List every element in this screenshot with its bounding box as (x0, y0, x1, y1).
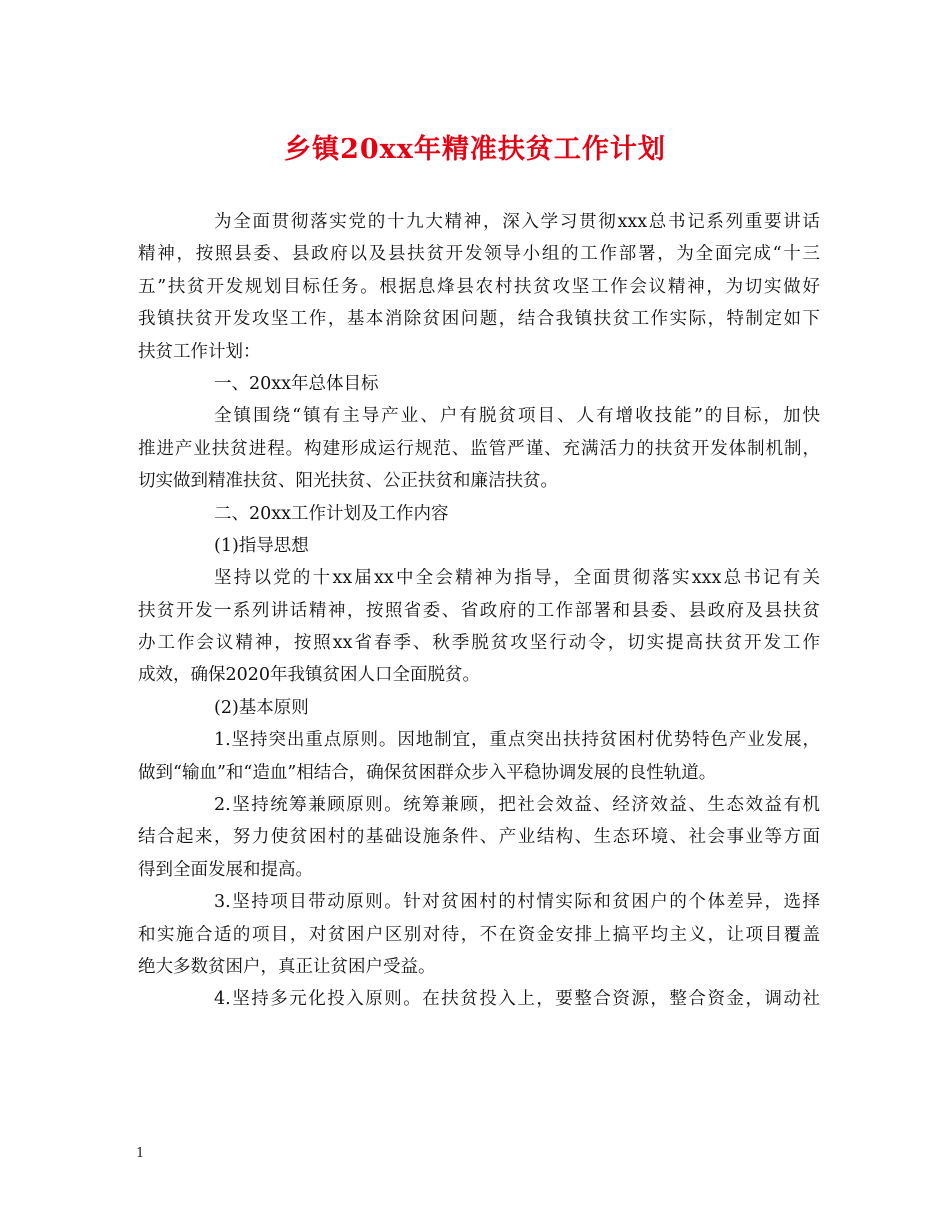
text-line: 结合起来，努力使贫困村的基础设施条件、产业结构、生态环境、社会事业等方面 (138, 827, 820, 848)
text-line: 为全面贯彻落实党的十九大精神，深入学习贯彻xxx总书记系列重要讲话 (214, 212, 820, 232)
text-line: 五”扶贫开发规划目标任务。根据息烽县农村扶贫攻坚工作会议精神，为切实做好 (138, 276, 820, 297)
text-line: 2.坚持统筹兼顾原则。统筹兼顾，把社会效益、经济效益、生态效益有机 (214, 795, 820, 816)
text-line: 做到“输血”和“造血”相结合，确保贫困群众步入平稳协调发展的良性轨道。 (138, 762, 717, 783)
text-line: 坚持以党的十xx届xx中全会精神为指导，全面贯彻落实xxx总书记有关 (214, 568, 820, 589)
text-line: 扶贫工作计划： (138, 341, 261, 362)
section-heading: 一、20xx年总体目标 (214, 373, 379, 394)
document-body (138, 206, 820, 1016)
text-line: 得到全面发展和提高。 (138, 859, 313, 880)
text-line: 成效，确保2020年我镇贫困人口全面脱贫。 (138, 665, 481, 686)
document-title: 乡镇20xx年精准扶贫工作计划 (284, 134, 666, 165)
text-line: 推进产业扶贫进程。构建形成运行规范、监管严谨、充满活力的扶贫开发体制机制， (138, 438, 820, 459)
text-line: 扶贫开发一系列讲话精神，按照省委、省政府的工作部署和县委、县政府及县扶贫 (138, 600, 820, 621)
text-line: 绝大多数贫困户，真正让贫困户受益。 (138, 956, 436, 977)
text-line: 4.坚持多元化投入原则。在扶贫投入上，要整合资源，整合资金，调动社 (214, 989, 820, 1010)
text-line: 1.坚持突出重点原则。因地制宜，重点突出扶持贫困村优势特色产业发展， (214, 730, 820, 751)
page-number: 1 (136, 1146, 145, 1161)
text-line: 切实做到精准扶贫、阳光扶贫、公正扶贫和廉洁扶贫。 (138, 471, 558, 492)
text-line: 精神，按照县委、县政府以及县扶贫开发领导小组的工作部署，为全面完成“十三 (138, 244, 820, 265)
subsection-heading: (1)指导思想 (214, 535, 309, 556)
text-line: 3.坚持项目带动原则。针对贫困村的村情实际和贫困户的个体差异，选择 (214, 892, 820, 913)
text-line: 和实施合适的项目，对贫困户区别对待，不在资金安排上搞平均主义，让项目覆盖 (138, 924, 820, 945)
text-line: 办工作会议精神，按照xx省春季、秋季脱贫攻坚行动令，切实提高扶贫开发工作 (138, 633, 820, 654)
subsection-heading: (2)基本原则 (214, 697, 309, 718)
text-line: 全镇围绕“镇有主导产业、户有脱贫项目、人有增收技能”的目标，加快 (214, 406, 820, 427)
text-line: 我镇扶贫开发攻坚工作，基本消除贫困问题，结合我镇扶贫工作实际，特制定如下 (138, 309, 820, 330)
section-heading: 二、20xx工作计划及工作内容 (214, 503, 449, 524)
